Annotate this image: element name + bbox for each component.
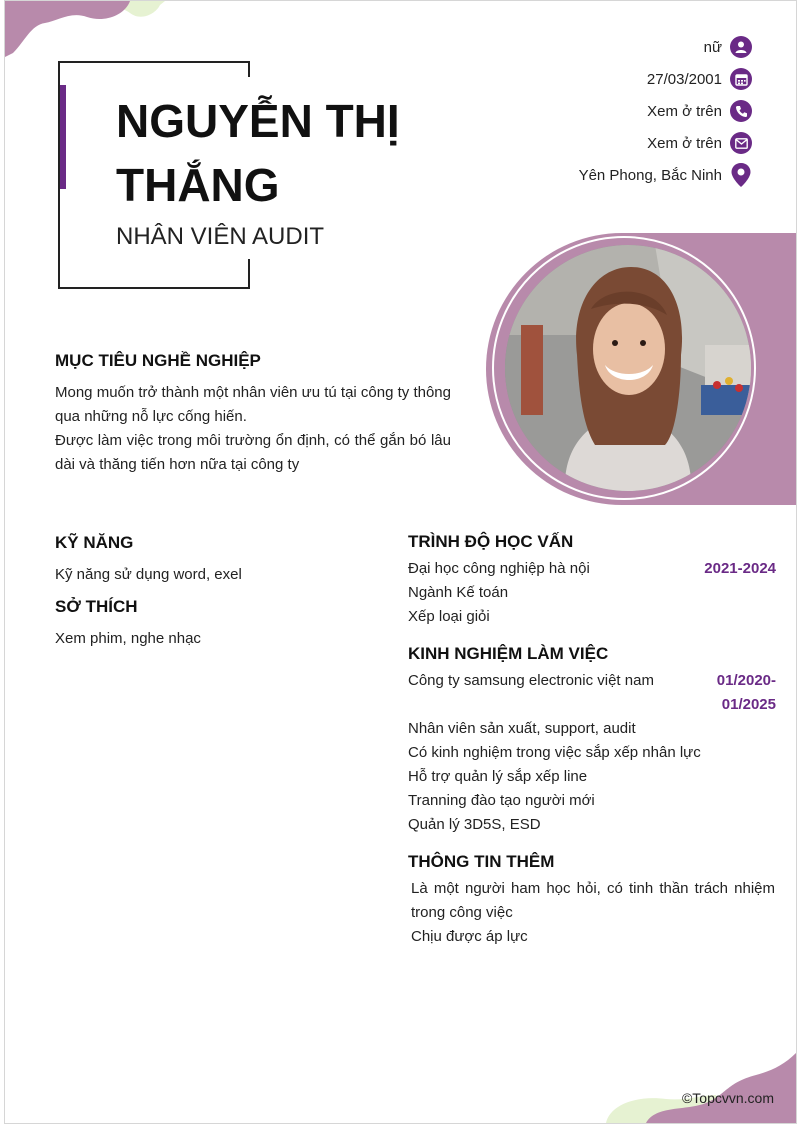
education-major: Ngành Kế toán (408, 584, 509, 601)
full-name-line-1: NGUYỄN THỊ (116, 95, 400, 147)
education-title: TRÌNH ĐỘ HỌC VẤN (408, 532, 574, 551)
bottom-right-blob-decoration (606, 1053, 796, 1123)
birthday-text: 27/03/2001 (646, 70, 722, 88)
map-pin-icon (730, 164, 752, 186)
experience-period-end: 01/2025 (721, 696, 776, 713)
copyright: ©Topcvvn.com (681, 1090, 774, 1106)
experience-duties (408, 717, 701, 837)
additional-line: Chịu được áp lực (411, 928, 528, 945)
full-name-line-2: THẮNG (116, 159, 280, 211)
additional-body (411, 877, 775, 949)
name-accent-bar (60, 85, 66, 189)
objective-line: Mong muốn trở thành một nhân viên ưu tú tại công ty thông qua những nỗ lực cống hiến. (55, 384, 451, 425)
duty-item: Hỗ trợ quản lý sắp xếp line (408, 768, 588, 785)
education-period: 2021-2024 (704, 560, 776, 577)
profile-photo-illustration (505, 245, 751, 491)
job-title: NHÂN VIÊN AUDIT (116, 223, 325, 250)
experience-period-start: 01/2020- (716, 672, 776, 689)
contact-birthday (579, 63, 752, 95)
experience-period (717, 669, 776, 717)
profile-photo (505, 245, 751, 491)
contact-email (579, 127, 752, 159)
duty-item: Quản lý 3D5S, ESD (408, 816, 541, 833)
hobbies-title: SỞ THÍCH (55, 597, 138, 616)
objective-title: MỤC TIÊU NGHỀ NGHIỆP (55, 351, 261, 370)
cv-page (4, 0, 797, 1124)
contact-phone (579, 95, 752, 127)
skills-title: KỸ NĂNG (55, 533, 134, 552)
duty-item: Nhân viên sản xuất, support, audit (408, 720, 636, 737)
education-school: Đại học công nghiệp hà nội (408, 560, 590, 577)
contact-info (579, 31, 752, 191)
contact-address (579, 159, 752, 191)
contact-gender (579, 31, 752, 63)
address-text: Yên Phong, Bắc Ninh (578, 166, 722, 184)
email-text: Xem ở trên (647, 134, 722, 152)
duty-item: Tranning đào tạo người mới (408, 792, 595, 809)
calendar-icon (730, 68, 752, 90)
full-name (116, 89, 476, 217)
duty-item: Có kinh nghiệm trong việc sắp xếp nhân lực (408, 744, 701, 761)
skills-text: Kỹ năng sử dụng word, exel (55, 566, 242, 583)
additional-title: THÔNG TIN THÊM (408, 852, 555, 871)
top-left-blob-decoration (5, 1, 165, 61)
hobbies-text: Xem phim, nghe nhạc (55, 630, 201, 647)
phone-icon (730, 100, 752, 122)
phone-text: Xem ở trên (647, 102, 722, 120)
user-icon (730, 36, 752, 58)
gender-text: nữ (703, 38, 722, 56)
education-grade: Xếp loại giỏi (408, 608, 490, 625)
objective-line: Được làm việc trong môi trường ổn định, có thể gắn bó lâu dài và thăng tiến hơn nữa tại công ty (55, 432, 451, 473)
envelope-icon (730, 132, 752, 154)
experience-title: KINH NGHIỆM LÀM VIỆC (408, 644, 609, 663)
objective-body (55, 381, 451, 477)
experience-company: Công ty samsung electronic việt nam (408, 672, 654, 689)
additional-line: Là một người ham học hỏi, có tinh thần trách nhiệm trong công việc (411, 880, 775, 921)
